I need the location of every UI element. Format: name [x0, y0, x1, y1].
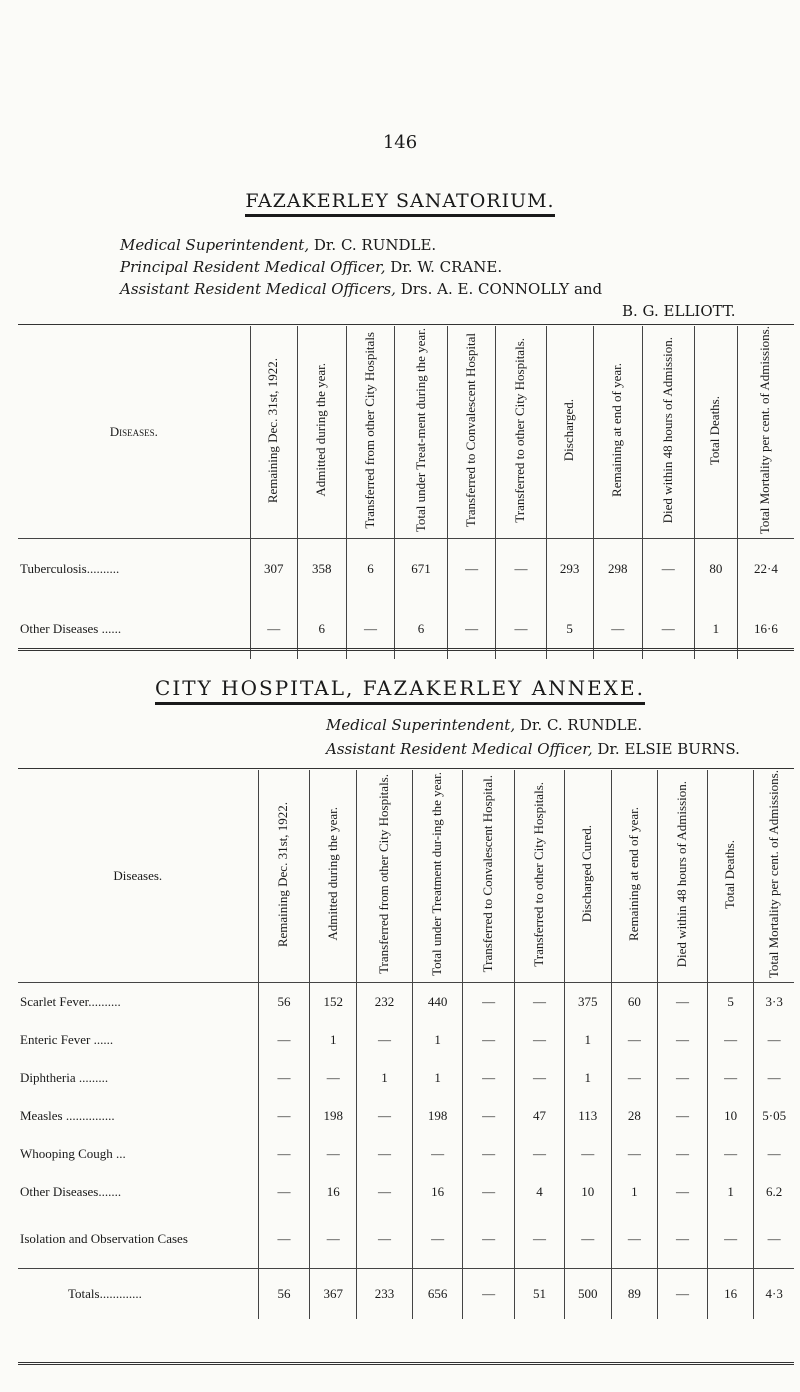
table-cell: — [463, 1097, 515, 1135]
table-cell: — [658, 1211, 708, 1269]
table-cell: 22·4 [737, 539, 794, 599]
table-cell: — [658, 1059, 708, 1097]
totals-row [18, 1269, 794, 1319]
table-cell: — [258, 1211, 310, 1269]
totals-cell: 500 [564, 1269, 611, 1319]
table-cell: — [707, 1059, 753, 1097]
staff-name: Dr. W. CRANE. [385, 258, 503, 276]
totals-cell: 51 [514, 1269, 564, 1319]
column-header: Transferred to other City Hospitals. [514, 770, 564, 983]
disease-name: Measles ............... [20, 1107, 115, 1123]
table-cell: — [412, 1211, 462, 1269]
table-cell: — [463, 1211, 515, 1269]
totals-cell: — [463, 1269, 515, 1319]
table-cell: — [357, 1173, 413, 1211]
table-cell: 10 [707, 1097, 753, 1135]
column-header: Remaining Dec. 31st, 1922. [258, 770, 310, 983]
table-bottom-rule [18, 1362, 794, 1365]
table-row [18, 1097, 794, 1135]
annexe-table [18, 770, 794, 1319]
disease-name: Other Diseases....... [20, 1183, 122, 1199]
column-header: Transferred to Convalescent Hospital [447, 326, 496, 539]
table-cell: — [564, 1211, 611, 1269]
table-cell: — [496, 599, 546, 659]
table-cell: 198 [310, 1097, 357, 1135]
table-cell: 1 [564, 1021, 611, 1059]
table-cell: 307 [250, 539, 297, 599]
table-cell: — [258, 1135, 310, 1173]
table-cell: — [250, 599, 297, 659]
staff-name: Dr. C. RUNDLE. [515, 716, 643, 734]
table-cell: — [310, 1135, 357, 1173]
table-cell: — [707, 1021, 753, 1059]
table-row [18, 1059, 794, 1097]
table-cell: — [642, 539, 694, 599]
table-cell: 440 [412, 983, 462, 1021]
column-header: Transferred from other City Hospitals. [357, 770, 413, 983]
staff-name: Dr. ELSIE BURNS. [592, 740, 740, 758]
totals-cell: 233 [357, 1269, 413, 1319]
table-cell: 1 [357, 1059, 413, 1097]
table-cell: — [514, 1059, 564, 1097]
disease-name: Tuberculosis.......... [20, 560, 120, 576]
table-cell: — [346, 599, 395, 659]
table-cell: 16 [310, 1173, 357, 1211]
table-cell: 10 [564, 1173, 611, 1211]
disease-name: Diphtheria ......... [20, 1069, 109, 1085]
table-cell: — [514, 1211, 564, 1269]
table-cell: — [611, 1059, 657, 1097]
column-header: Total Deaths. [694, 326, 737, 539]
table-row [18, 1021, 794, 1059]
staff-line [120, 280, 602, 298]
table-top-rule [18, 768, 794, 769]
table-cell: — [658, 1135, 708, 1173]
page-number: 146 [382, 132, 418, 153]
table-cell: 671 [395, 539, 448, 599]
table-row [18, 1135, 794, 1173]
table-cell: — [658, 1021, 708, 1059]
column-header: Admitted during the year. [297, 326, 346, 539]
column-header: Died within 48 hours of Admission. [658, 770, 708, 983]
table-cell: 60 [611, 983, 657, 1021]
table-cell: 358 [297, 539, 346, 599]
table-cell: — [357, 1021, 413, 1059]
table-row [18, 1173, 794, 1211]
table-cell: — [754, 1211, 794, 1269]
table-cell: 56 [258, 983, 310, 1021]
table-cell: 1 [611, 1173, 657, 1211]
table-cell: 375 [564, 983, 611, 1021]
column-header: Admitted during the year. [310, 770, 357, 983]
table-cell: — [496, 539, 546, 599]
table-cell: — [258, 1059, 310, 1097]
table-cell: — [514, 1135, 564, 1173]
sanatorium-title-text: FAZAKERLEY SANATORIUM. [245, 190, 554, 217]
table-cell: — [564, 1135, 611, 1173]
table-cell: 4 [514, 1173, 564, 1211]
table-cell: 1 [707, 1173, 753, 1211]
table-top-rule [18, 324, 794, 325]
table-row [18, 983, 794, 1021]
staff-line [326, 716, 642, 734]
disease-name: Isolation and Observation Cases [20, 1230, 188, 1246]
table-cell: 47 [514, 1097, 564, 1135]
table-cell: — [754, 1021, 794, 1059]
table-cell: — [514, 1021, 564, 1059]
staff-role: Medical Superintendent, [326, 716, 516, 734]
staff-line [622, 302, 736, 320]
table-cell: — [310, 1211, 357, 1269]
table-cell: 198 [412, 1097, 462, 1135]
totals-cell: 367 [310, 1269, 357, 1319]
disease-name: Enteric Fever ...... [20, 1031, 114, 1047]
column-header: Remaining Dec. 31st, 1922. [250, 326, 297, 539]
disease-name: Whooping Cough ... [20, 1145, 126, 1161]
table-cell: — [754, 1135, 794, 1173]
staff-line [326, 740, 740, 758]
column-header: Total Deaths. [707, 770, 753, 983]
table-row [18, 539, 794, 599]
table-cell: — [463, 1135, 515, 1173]
table-cell: 5 [546, 599, 593, 659]
table-cell: — [463, 983, 515, 1021]
table-cell: 152 [310, 983, 357, 1021]
staff-line [120, 258, 502, 276]
table-cell: 298 [593, 539, 642, 599]
table-cell: — [258, 1097, 310, 1135]
table-cell: — [447, 599, 496, 659]
column-header: Total Mortality per cent. of Admissions. [737, 326, 794, 539]
table-cell: 1 [310, 1021, 357, 1059]
totals-cell: 56 [258, 1269, 310, 1319]
table-cell: 6 [297, 599, 346, 659]
disease-name: Other Diseases ...... [20, 620, 122, 636]
column-header: Transferred from other City Hospitals [346, 326, 395, 539]
table-cell: 6 [346, 539, 395, 599]
staff-role: Assistant Resident Medical Officers, [120, 280, 396, 298]
annexe-title-text: CITY HOSPITAL, FAZAKERLEY ANNEXE. [155, 676, 645, 705]
table-cell: — [463, 1021, 515, 1059]
table-cell: — [463, 1173, 515, 1211]
table-cell: — [357, 1097, 413, 1135]
table-cell: — [658, 983, 708, 1021]
table-cell: — [357, 1211, 413, 1269]
sanatorium-title [0, 190, 800, 212]
staff-role: Medical Superintendent, [120, 236, 310, 254]
table-cell: 6 [395, 599, 448, 659]
table-cell: 5 [707, 983, 753, 1021]
column-header: Remaining at end of year. [611, 770, 657, 983]
table-cell: — [463, 1059, 515, 1097]
totals-cell: 89 [611, 1269, 657, 1319]
table-cell: — [754, 1059, 794, 1097]
annexe-title [0, 676, 800, 700]
table-cell: 5·05 [754, 1097, 794, 1135]
table-row [18, 1211, 794, 1269]
table-cell: 1 [564, 1059, 611, 1097]
totals-cell: 16 [707, 1269, 753, 1319]
table-cell: 3·3 [754, 983, 794, 1021]
table-cell: — [611, 1211, 657, 1269]
staff-line [120, 236, 436, 254]
staff-name: Drs. A. E. CONNOLLY and [395, 280, 603, 298]
table-cell: 1 [694, 599, 737, 659]
column-header: Discharged. [546, 326, 593, 539]
staff-name: B. G. ELLIOTT. [622, 302, 736, 320]
staff-role: Assistant Resident Medical Officer, [326, 740, 593, 758]
table-cell: — [412, 1135, 462, 1173]
totals-cell: — [658, 1269, 708, 1319]
table-cell: — [707, 1211, 753, 1269]
table-cell: 113 [564, 1097, 611, 1135]
staff-role: Principal Resident Medical Officer, [120, 258, 386, 276]
table-cell: — [707, 1135, 753, 1173]
totals-label: Totals............. [18, 1269, 258, 1319]
table-cell: 80 [694, 539, 737, 599]
column-header: Total under Treatment dur-ing the year. [412, 770, 462, 983]
table-cell: 232 [357, 983, 413, 1021]
totals-cell: 4·3 [754, 1269, 794, 1319]
table-cell: — [447, 539, 496, 599]
table-cell: — [357, 1135, 413, 1173]
table-cell: — [310, 1059, 357, 1097]
table-cell: — [514, 983, 564, 1021]
diseases-header: Diseases. [113, 868, 163, 884]
table-cell: — [611, 1021, 657, 1059]
column-header: Transferred to Convalescent Hospital. [463, 770, 515, 983]
column-header: Discharged Cured. [564, 770, 611, 983]
table-cell: 293 [546, 539, 593, 599]
sanatorium-table [18, 326, 794, 659]
table-cell: 1 [412, 1059, 462, 1097]
table-cell: — [258, 1021, 310, 1059]
diseases-header: Diseases. [109, 424, 158, 440]
column-header: Remaining at end of year. [593, 326, 642, 539]
table-cell: 28 [611, 1097, 657, 1135]
table-cell: — [642, 599, 694, 659]
disease-name: Scarlet Fever.......... [20, 993, 121, 1009]
table-cell: — [658, 1097, 708, 1135]
column-header: Transferred to other City Hospitals. [496, 326, 546, 539]
column-header: Died within 48 hours of Admission. [642, 326, 694, 539]
table-cell: — [593, 599, 642, 659]
table-cell: 16 [412, 1173, 462, 1211]
table-cell: — [658, 1173, 708, 1211]
column-header: Total Mortality per cent. of Admissions. [754, 770, 794, 983]
table-bottom-rule [18, 648, 794, 651]
column-header: Total under Treat-ment during the year. [395, 326, 448, 539]
table-cell: 6.2 [754, 1173, 794, 1211]
staff-name: Dr. C. RUNDLE. [309, 236, 437, 254]
table-cell: 1 [412, 1021, 462, 1059]
totals-cell: 656 [412, 1269, 462, 1319]
table-cell: — [258, 1173, 310, 1211]
table-cell: 16·6 [737, 599, 794, 659]
table-cell: — [611, 1135, 657, 1173]
